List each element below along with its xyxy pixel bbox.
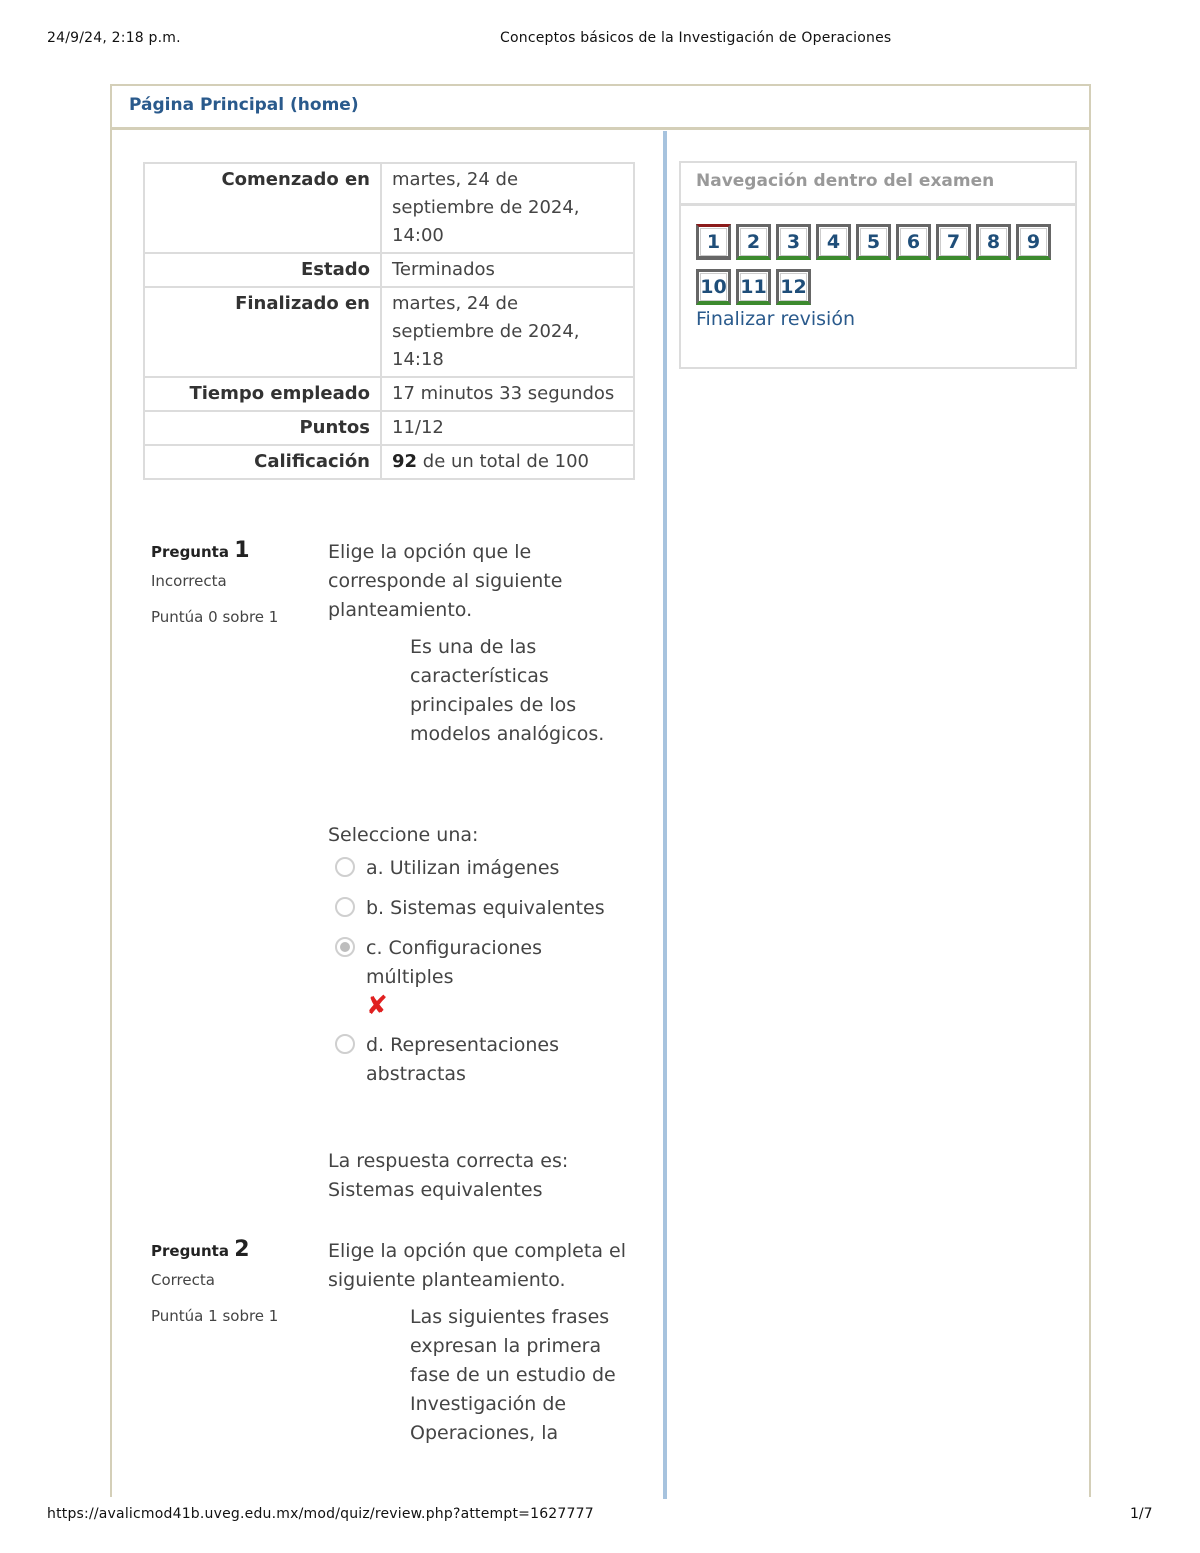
finish-review-link[interactable]: Finalizar revisión xyxy=(696,308,855,330)
summary-row xyxy=(144,445,634,479)
summary-label: Comenzado en xyxy=(144,163,381,253)
question-number-value: 1 xyxy=(234,538,250,563)
home-link[interactable]: Página Principal (home) xyxy=(129,95,359,115)
column-divider xyxy=(663,131,667,1499)
summary-row xyxy=(144,411,634,445)
answer-option-b[interactable] xyxy=(328,894,628,923)
question-label: Pregunta xyxy=(151,543,229,561)
quiz-summary-table xyxy=(143,162,635,480)
answer-option-label: b. Sistemas equivalentes xyxy=(366,897,605,919)
quiz-nav-button-8[interactable] xyxy=(976,224,1011,260)
quiz-nav-button-4[interactable] xyxy=(816,224,851,260)
question-2-info xyxy=(151,1237,311,1325)
grade-value: 92 xyxy=(392,451,418,472)
right-answer-feedback: La respuesta correcta es: Sistemas equivalentes xyxy=(328,1150,569,1201)
print-datetime: 24/9/24, 2:18 p.m. xyxy=(47,30,181,46)
quiz-nav-number: 8 xyxy=(980,228,1007,256)
question-number-value: 2 xyxy=(234,1237,250,1262)
question-grade: Puntúa 1 sobre 1 xyxy=(151,1307,279,1325)
incorrect-x-icon: ✘ xyxy=(366,991,388,1021)
quiz-nav-number: 6 xyxy=(900,228,927,256)
question-stem: Es una de las características principales de los modelos analógicos. xyxy=(410,636,605,745)
summary-value: Terminados xyxy=(381,253,634,287)
question-number xyxy=(151,1237,311,1271)
quiz-nav-button-11[interactable] xyxy=(736,269,771,305)
question-grade: Puntúa 0 sobre 1 xyxy=(151,608,279,626)
answer-option-d[interactable] xyxy=(328,1031,628,1089)
summary-label: Calificación xyxy=(144,445,381,479)
page-frame xyxy=(110,84,1091,1497)
quiz-nav-button-6[interactable] xyxy=(896,224,931,260)
quiz-nav-row xyxy=(696,224,1061,260)
quiz-nav-button-2[interactable] xyxy=(736,224,771,260)
summary-value: martes, 24 de septiembre de 2024, 14:18 xyxy=(381,287,634,377)
quiz-nav-button-5[interactable] xyxy=(856,224,891,260)
summary-row xyxy=(144,163,634,253)
summary-value: 11/12 xyxy=(381,411,634,445)
quiz-nav-button-7[interactable] xyxy=(936,224,971,260)
question-1-content xyxy=(328,538,628,1205)
quiz-nav-number: 5 xyxy=(860,228,887,256)
question-2-content xyxy=(328,1237,628,1448)
question-stem: Las siguientes frases expresan la primera fase de un estudio de Investigación de Operaciones, la xyxy=(410,1306,616,1444)
summary-row xyxy=(144,377,634,411)
quiz-nav-button-9[interactable] xyxy=(1016,224,1051,260)
summary-value: martes, 24 de septiembre de 2024, 14:00 xyxy=(381,163,634,253)
print-page-title: Conceptos básicos de la Investigación de Operaciones xyxy=(500,30,892,46)
quiz-nav-number: 4 xyxy=(820,228,847,256)
radio-button[interactable] xyxy=(335,857,355,877)
quiz-nav-number: 9 xyxy=(1020,228,1047,256)
summary-row xyxy=(144,253,634,287)
top-navbar xyxy=(112,86,1089,130)
quiz-nav-number: 1 xyxy=(700,228,727,256)
question-1-info xyxy=(151,538,311,626)
summary-label: Finalizado en xyxy=(144,287,381,377)
question-intro: Elige la opción que completa el siguiente planteamiento. xyxy=(328,1240,626,1291)
question-number xyxy=(151,538,311,572)
quiz-nav-button-1[interactable] xyxy=(696,224,731,260)
question-state: Incorrecta xyxy=(151,572,227,590)
answer-option-label: c. Configuraciones múltiples xyxy=(366,937,542,988)
grade-total: de un total de 100 xyxy=(417,451,590,472)
question-state: Correcta xyxy=(151,1271,215,1289)
quiz-nav-number: 12 xyxy=(780,273,807,301)
quiz-nav-number: 7 xyxy=(940,228,967,256)
quiz-navigation-title: Navegación dentro del examen xyxy=(681,163,1075,206)
summary-value xyxy=(381,445,634,479)
answer-option-c[interactable] xyxy=(328,934,628,1020)
summary-label: Puntos xyxy=(144,411,381,445)
answer-prompt: Seleccione una: xyxy=(328,824,479,846)
print-url: https://avalicmod41b.uveg.edu.mx/mod/quiz/review.php?attempt=1627777 xyxy=(47,1506,594,1522)
radio-button[interactable] xyxy=(335,897,355,917)
question-label: Pregunta xyxy=(151,1242,229,1260)
question-intro: Elige la opción que le corresponde al siguiente planteamiento. xyxy=(328,541,563,621)
answer-option-a[interactable] xyxy=(328,854,628,883)
answer-option-label: d. Representaciones abstractas xyxy=(366,1034,560,1085)
radio-button-selected[interactable] xyxy=(335,937,355,957)
quiz-nav-number: 3 xyxy=(780,228,807,256)
print-page-number: 1/7 xyxy=(1130,1506,1153,1522)
summary-value: 17 minutos 33 segundos xyxy=(381,377,634,411)
summary-label: Estado xyxy=(144,253,381,287)
quiz-nav-row xyxy=(696,269,1061,305)
quiz-nav-button-10[interactable] xyxy=(696,269,731,305)
quiz-navigation-block xyxy=(679,161,1077,369)
quiz-nav-button-12[interactable] xyxy=(776,269,811,305)
summary-label: Tiempo empleado xyxy=(144,377,381,411)
quiz-navigation-body xyxy=(681,206,1075,330)
quiz-nav-number: 2 xyxy=(740,228,767,256)
radio-button[interactable] xyxy=(335,1034,355,1054)
quiz-nav-number: 11 xyxy=(740,273,767,301)
quiz-nav-button-3[interactable] xyxy=(776,224,811,260)
answer-option-label: a. Utilizan imágenes xyxy=(366,857,560,879)
summary-row xyxy=(144,287,634,377)
quiz-nav-number: 10 xyxy=(700,273,727,301)
